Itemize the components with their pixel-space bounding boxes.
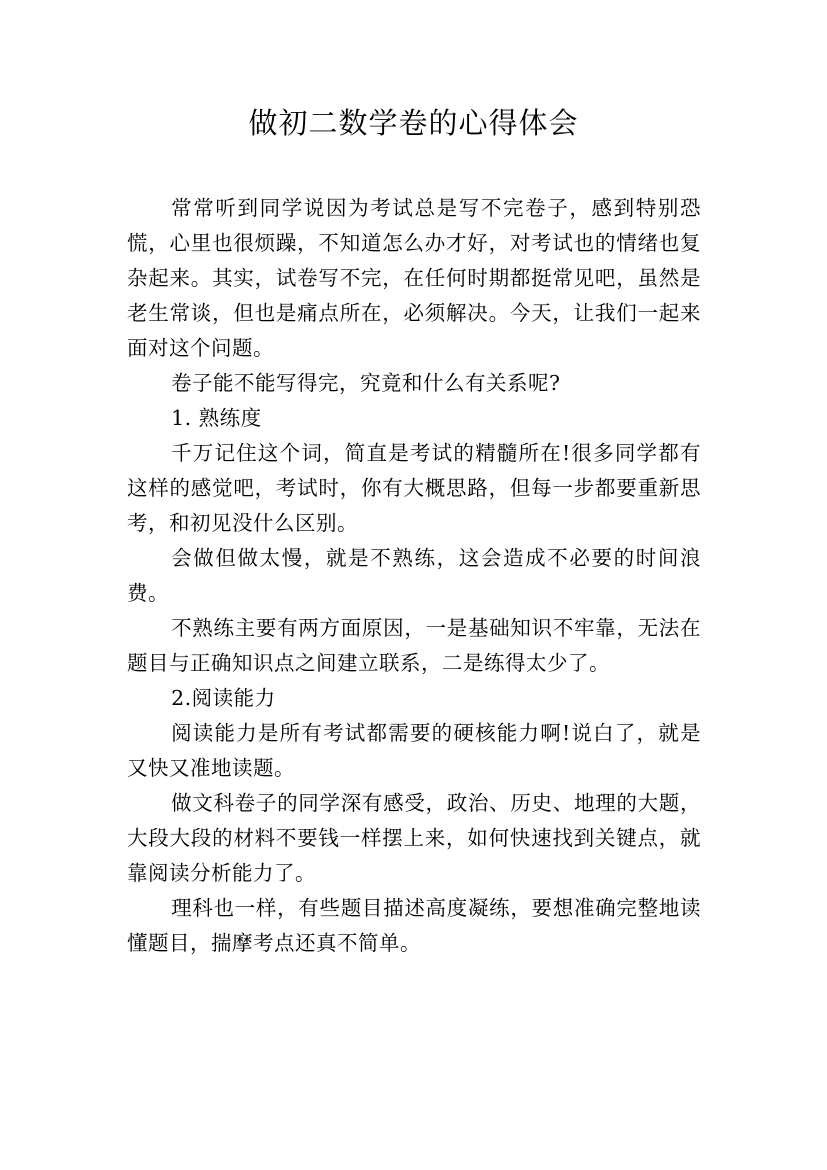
section-heading-reading: 2.阅读能力 [171, 686, 276, 710]
paragraph-question: 卷子能不能写得完，究竟和什么有关系呢? [171, 371, 561, 395]
paragraph-intro: 常常听到同学说因为考试总是写不完卷子，感到特别恐慌，心里也很烦躁，不知道怎么办才好，对考试也的情绪也复杂起来。其实，试卷写不完，在任何时期都挺常见吧，虽然是老生常谈，但也是痛点所在，必须解决。今天，让我们一起来面对这个问题。 [127, 196, 701, 360]
paragraph-proficiency: 千万记住这个词，简直是考试的精髓所在!很多同学都有这样的感觉吧，考试时，你有大概思路，但每一步都要重新思考，和初见没什么区别。 [127, 441, 701, 535]
paragraph-slow: 会做但做太慢，就是不熟练，这会造成不必要的时间浪费。 [127, 546, 701, 605]
paragraph-reasons: 不熟练主要有两方面原因，一是基础知识不牢靠，无法在题目与正确知识点之间建立联系，二是练得太少了。 [127, 616, 701, 675]
document-body [127, 191, 701, 961]
paragraph-reading: 阅读能力是所有考试都需要的硬核能力啊!说白了，就是又快又准地读题。 [127, 721, 701, 780]
paragraph-liberal-arts: 做文科卷子的同学深有感受，政治、历史、地理的大题，大段大段的材料不要钱一样摆上来，如何快速找到关键点，就靠阅读分析能力了。 [127, 791, 701, 885]
section-heading-proficiency: 1. 熟练度 [171, 406, 262, 430]
paragraph-science: 理科也一样，有些题目描述高度凝练，要想准确完整地读懂题目，揣摩考点还真不简单。 [127, 896, 701, 955]
document-title: 做初二数学卷的心得体会 [248, 106, 579, 140]
